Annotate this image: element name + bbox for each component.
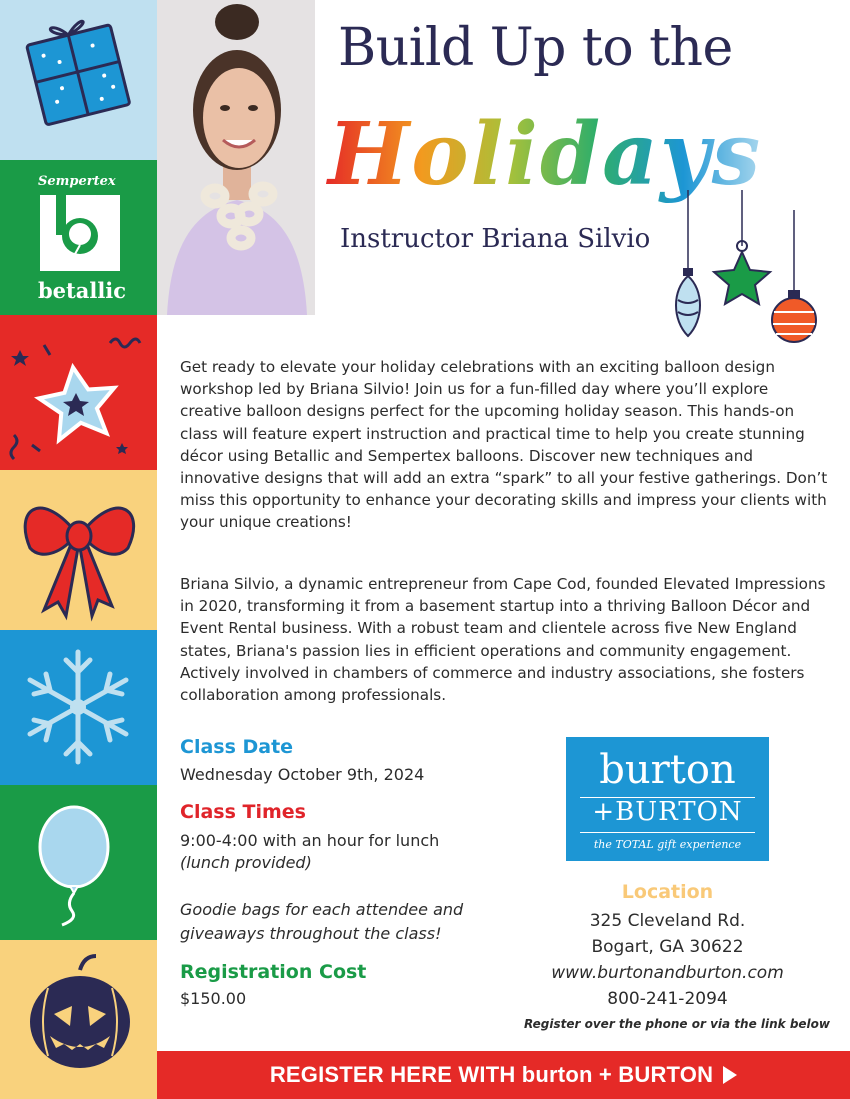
ornaments-icon (660, 190, 840, 360)
play-arrow-icon (723, 1066, 737, 1084)
star-icon (0, 315, 157, 470)
gift-tile (0, 0, 157, 160)
logo-line-2: +BURTON (592, 797, 743, 827)
instructor-name: Instructor Briana Silvio (340, 224, 651, 254)
goodie-line-2: giveaways throughout the class! (180, 924, 442, 943)
location-city: Bogart, GA 30622 (591, 937, 744, 957)
balloon-tile (0, 785, 157, 940)
logo-tagline: the TOTAL gift experience (593, 838, 742, 851)
location-street: 325 Cleveland Rd. (589, 911, 746, 931)
snowflake-tile (0, 630, 157, 785)
class-times-note: (lunch provided) (180, 853, 312, 872)
location-title: Location (621, 881, 714, 903)
title-holidays-text: Holidays (328, 104, 763, 205)
pumpkin-icon (0, 940, 157, 1099)
location-phone[interactable]: 800-241-2094 (607, 989, 728, 1009)
registration-cost-label: Registration Cost (180, 961, 367, 983)
logo-line-1: burton (599, 747, 736, 793)
pumpkin-tile (0, 940, 157, 1099)
class-date-value: Wednesday October 9th, 2024 (180, 765, 425, 784)
registration-cost-value: $150.00 (180, 989, 247, 1008)
gift-icon (0, 0, 157, 160)
instructor-photo (157, 0, 315, 315)
class-times-value: 9:00-4:00 with an hour for lunch (180, 831, 440, 850)
betallic-wordmark: betallic (38, 278, 127, 303)
description-paragraph: Get ready to elevate your holiday celebrations with an exciting balloon design workshop led by Briana Silvio! Join us for a fun-filled day where you’ll explore creative balloon designs perfect for the upcoming holiday season. This hands-on class will feature expert instruction and practical time to help you create stunning décor using Betallic and Sempertex balloons. Discover new techniques and innovative designs that will add an extra “spark” to all your festive gatherings. Don’t miss this opportunity to enhance your decorating skills and impress your clients with your unique creations! (180, 358, 828, 532)
goodie-line-1: Goodie bags for each attendee and (180, 900, 464, 919)
portrait-image (157, 0, 315, 315)
register-button-label: REGISTER HERE WITH burton + BURTON (269, 1062, 714, 1087)
title-line-1: Build Up to the (338, 18, 733, 78)
register-note: Register over the phone or via the link below (524, 1017, 830, 1031)
betallic-tile (0, 160, 157, 315)
snowflake-icon (0, 630, 157, 785)
burton-burton-logo (566, 737, 769, 861)
class-date-label: Class Date (180, 736, 294, 758)
bow-icon (0, 470, 157, 630)
bow-tile (0, 470, 157, 630)
sempertex-logo: Sempertex (38, 174, 116, 189)
star-tile (0, 315, 157, 470)
logo-rule-bottom (580, 832, 755, 833)
bio-paragraph: Briana Silvio, a dynamic entrepreneur from Cape Cod, founded Elevated Impressions in 2020, transforming it from a basement startup into a thriving Balloon Décor and Event Rental business. With a robust team and clientele across five New England states, Briana's passion lies in efficient operations and community engagement. Actively involved in chambers of commerce and industry associations, she fosters collaboration among professionals. (180, 575, 826, 705)
balloon-icon (0, 785, 157, 940)
register-button[interactable] (157, 1051, 850, 1099)
class-times-label: Class Times (180, 801, 306, 823)
location-website-link[interactable]: www.burtonandburton.com (551, 963, 784, 983)
decor-column (0, 0, 157, 1099)
